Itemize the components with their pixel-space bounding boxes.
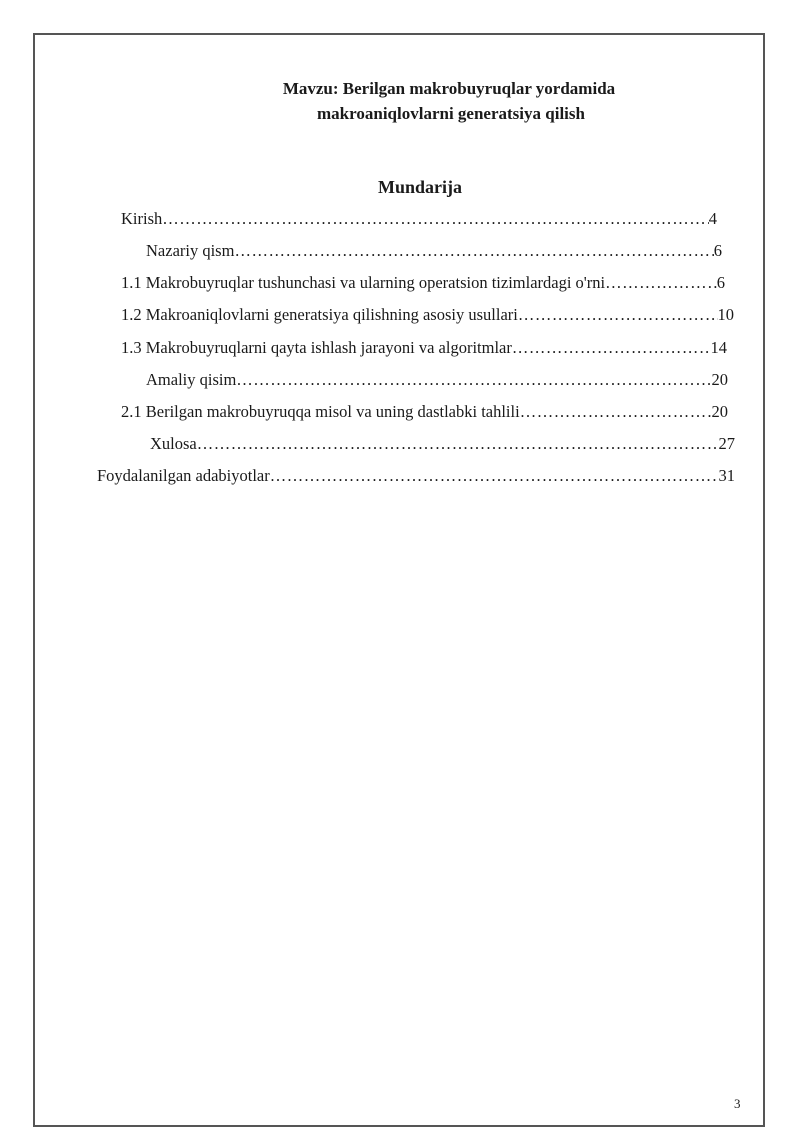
toc-entry-label: Amaliy qisim: [146, 370, 237, 389]
toc-entry-label: Foydalanilgan adabiyotlar: [97, 466, 270, 485]
toc-entry-page: 20: [711, 402, 728, 421]
toc-entry-label: Kirish: [121, 209, 163, 228]
toc-leader-dots: [162, 208, 709, 230]
toc-entry-page: 27: [718, 434, 735, 453]
page-number: 3: [734, 1096, 741, 1111]
title-line-2: makroaniqlovlarni generatsiya qilish: [317, 104, 585, 123]
toc-entry-page: 10: [717, 305, 734, 324]
toc-entry-2-1: [121, 401, 728, 423]
toc-leader-dots: [605, 272, 717, 294]
toc-entry-page: 6: [716, 273, 725, 292]
toc-entry-1-2: [121, 304, 734, 326]
toc-entry-xulosa: [150, 433, 735, 455]
toc-entry-label: 1.3 Makrobuyruqlarni qayta ishlash jarayoni va algoritmlar: [121, 338, 512, 357]
toc-heading: Mundarija: [377, 177, 462, 197]
toc-leader-dots: [512, 337, 711, 359]
toc-entry-page: 14: [710, 338, 727, 357]
toc-entry-page: 6: [713, 241, 722, 260]
toc-entry-label: 1.1 Makrobuyruqlar tushunchasi va ularning operatsion tizimlardagi o'rni: [121, 273, 606, 292]
toc-entry-label: 1.2 Makroaniqlovlarni generatsiya qilishning asosiy usullari: [121, 305, 518, 324]
toc-entry-page: 20: [711, 370, 728, 389]
toc-entry-1-3: [121, 337, 727, 359]
toc-entry-1-1: [121, 272, 725, 294]
toc-entry-label: Xulosa: [150, 434, 197, 453]
toc-leader-dots: [270, 465, 719, 487]
toc-leader-dots: [197, 433, 719, 455]
toc-leader-dots: [234, 240, 713, 262]
toc-entry-label: 2.1 Berilgan makrobuyruqqa misol va uning dastlabki tahlili: [121, 402, 520, 421]
toc-entry-foydalanilgan-adabiyotlar: [97, 465, 735, 487]
toc-entry-nazariy-qism: [146, 240, 722, 262]
toc-leader-dots: [520, 401, 712, 423]
toc-entry-kirish: [121, 208, 717, 230]
document-title: [0, 76, 800, 126]
title-line-1: Mavzu: Berilgan makrobuyruqlar yordamida: [282, 79, 616, 98]
toc-entry-label: Nazariy qism: [146, 241, 235, 260]
toc-entry-page: 4: [708, 209, 717, 228]
toc-leader-dots: [518, 304, 718, 326]
toc-entry-page: 31: [718, 466, 735, 485]
toc-entry-amaliy-qisim: [146, 369, 728, 391]
toc-leader-dots: [236, 369, 711, 391]
